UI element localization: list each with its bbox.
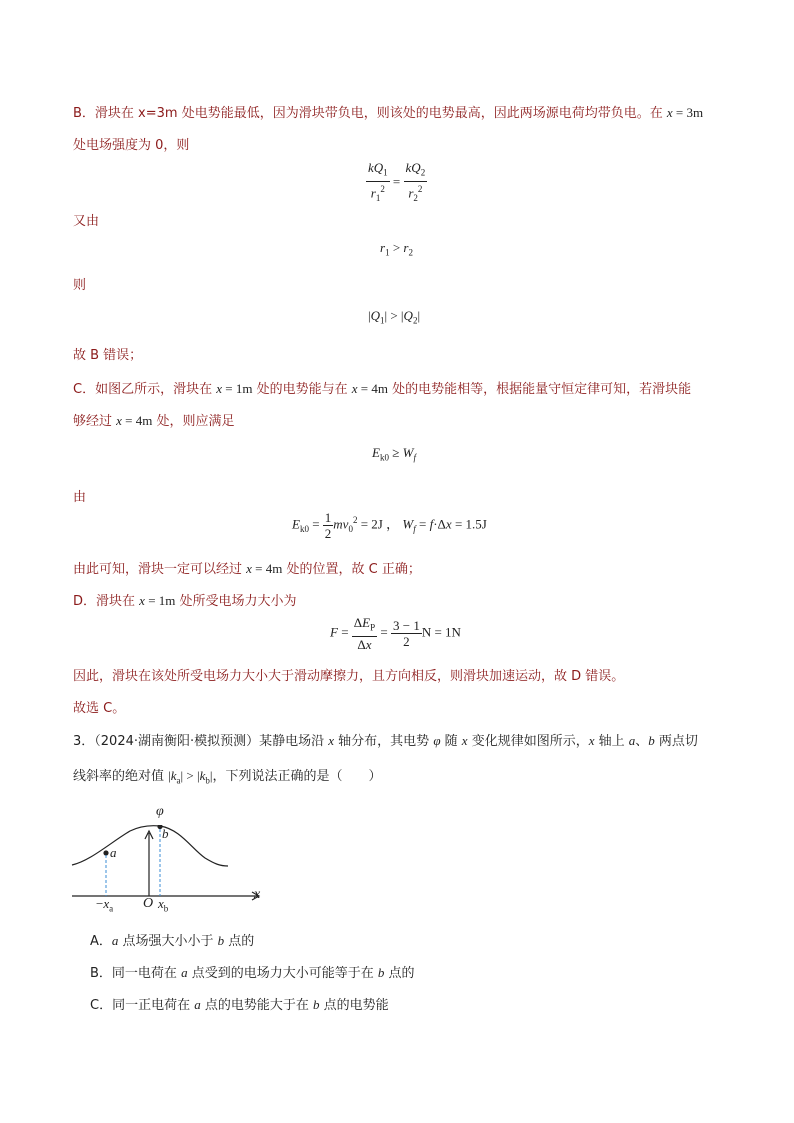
phi-label: φ xyxy=(156,804,164,819)
point-b-label: b xyxy=(162,826,169,841)
d-conclusion: 因此，滑块在该处所受电场力大小大于滑动摩擦力，且方向相反，则滑块加速运动，故 D 错误。 xyxy=(73,669,625,684)
q3-stem-line-2: 线斜率的绝对值 $|k_a| > |k_b|$，下列说法正确的是（ ） xyxy=(73,768,382,786)
c-equation-energy-condition: $E_{k0} \ge W_f$ xyxy=(372,445,416,463)
origin-label: O xyxy=(143,896,154,911)
c-line-1: C．如图乙所示，滑块在 x = 1m 处的电势能与在 x = 4m 处的电势能相等，根据能量守恒定律可知，若滑块能 xyxy=(73,381,692,397)
d-line-1: D．滑块在 x = 1m 处所受电场力大小为 xyxy=(73,593,297,609)
b-also-label: 又由 xyxy=(73,214,100,229)
c-conclusion: 由此可知，滑块一定可以经过 x = 4m 处的位置，故 C 正确； xyxy=(73,561,421,577)
xb-label: $x_b$ xyxy=(158,896,169,914)
answer-line: 故选 C。 xyxy=(73,701,126,716)
point-a xyxy=(103,850,108,855)
c-line-2: 够经过 x = 4m 处，则应满足 xyxy=(73,413,235,429)
d-equation-force: F = $\frac{\Delta E_P}{\Delta x}$ = $\frac{3 - 1}{2}$ N = 1N xyxy=(330,615,461,652)
b-line-2: 处电场强度为 0，则 xyxy=(73,138,190,153)
b-equation-radius: $r_1 > r_2$ xyxy=(380,240,413,258)
b-equation-charge-magnitude: $|Q_1| > |Q_2|$ xyxy=(368,308,421,326)
option-a[interactable]: A．a 点场强大小小于 b 点的 xyxy=(90,933,255,949)
b-line-1: B．滑块在 x=3m 处电势能最低，因为滑块带负电，则该处的电势最高，因此两场源电荷均带负电。在 x = 3m xyxy=(73,105,704,121)
neg-xa-label: $-x_a$ xyxy=(96,896,114,914)
b-then-label: 则 xyxy=(73,278,87,293)
x-label: x xyxy=(254,887,261,902)
b-equation-charge-balance: $\frac{kQ_1}{r_1^2}$ = $\frac{kQ_2}{r_2^2}$ xyxy=(368,160,426,203)
q3-stem-line-1: 3．（2024·湖南衡阳·模拟预测）某静电场沿 x 轴分布，其电势 φ 随 x 变化规律如图所示，x 轴上 a、b 两点切 xyxy=(73,733,698,749)
option-c[interactable]: C．同一正电荷在 a 点的电势能大于在 b 点的电势能 xyxy=(90,997,389,1013)
c-equation-values: $E_{k0}$ = $\frac{1}{2}$ $mv_0^2 = 2J$ ， $W_f = f\cdot\Delta x = 1.5J$ xyxy=(292,510,487,541)
c-from-label: 由 xyxy=(73,490,87,505)
option-b[interactable]: B．同一电荷在 a 点受到的电场力大小可能等于在 b 点的 xyxy=(90,965,415,981)
point-a-label: a xyxy=(110,845,117,860)
b-conclusion: 故 B 错误； xyxy=(73,348,143,363)
